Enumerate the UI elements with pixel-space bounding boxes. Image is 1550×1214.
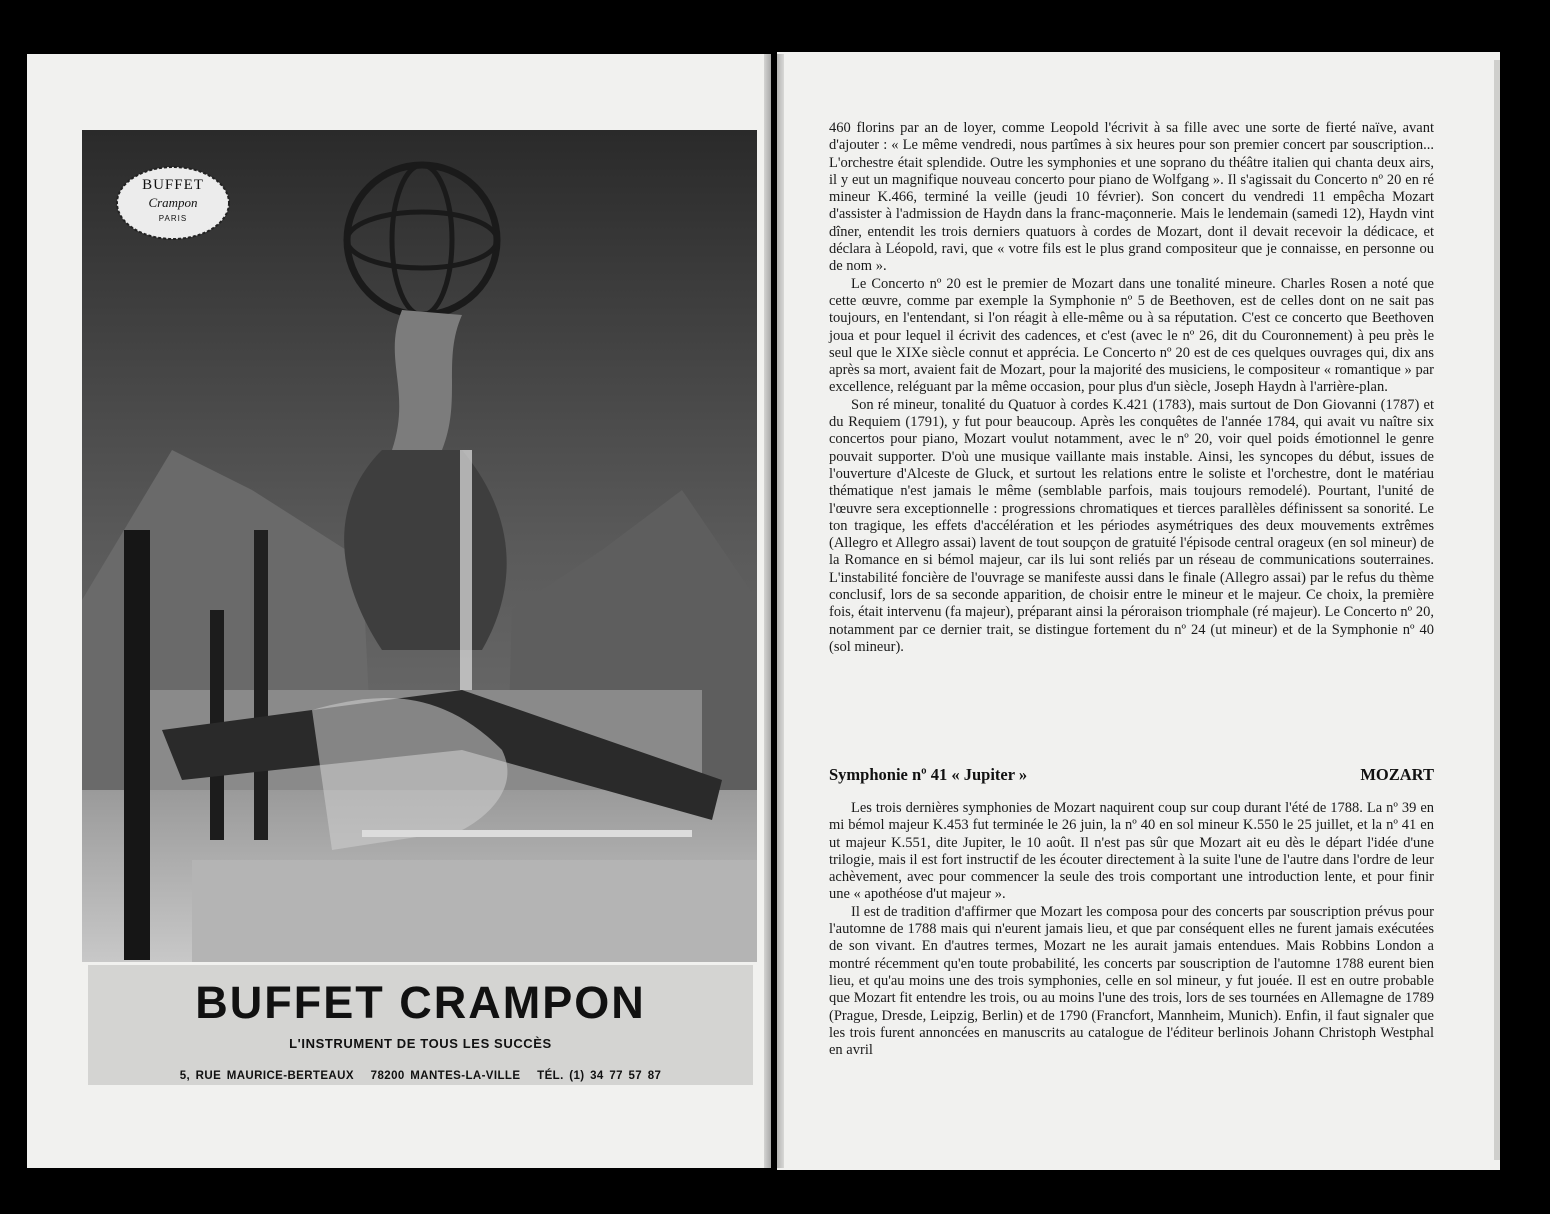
ad-address: 5, RUE MAURICE-BERTEAUX 78200 MANTES-LA-VILLE TÉL. (1) 34 77 57 87 [179,1070,662,1082]
section-heading [829,765,1434,787]
advertisement-photo [82,130,757,962]
logo-line-2: Crampon [148,195,198,210]
page-edge [1494,60,1500,1160]
ad-brand-name: BUFFET CRAMPON [195,977,646,1028]
article-body-top [829,120,1434,656]
logo-line-3: PARIS [158,214,188,223]
paragraph: Son ré mineur, tonalité du Quatuor à cordes K.421 (1783), mais surtout de Don Giovanni (1787) et du Requiem (1791), y fut pour beaucoup. Après les conquêtes de l'année 1784, qui avait vu naître six concertos pour piano, Mozart voulut notamment, avec le nº 20, voir quel poids émotionnel le genre pouvait supporter. D'où une musique vaillante mais instable. Ainsi, les syncopes du début, issues de l'ouverture d'Alceste de Gluck, et surtout les relations entre le soliste et l'orchestre, dont le matériau thématique n'est jamais le même (semblable parfois, mais toujours remodelé). Pourtant, l'unité de l'œuvre sera exceptionnelle : progressions chromatiques et tierces parallèles définissent sa sonorité. Le ton tragique, les effets d'accélération et les périodes asymétriques des deux mouvements extrêmes (Allegro et Allegro assai) lavent de tout soupçon de gratuité l'épisode central orageux (en sol mineur) de la Romance en si bémol majeur, car ils lui sont reliés par un réseau de communications souterraines. L'instabilité foncière de l'ouvrage se manifeste aussi dans le finale (Allegro assai) par le refus du thème conclusif, lors de sa seconde apparition, de choisir entre le mineur et le majeur. Ce choix, la première fois, était intervenu (fa majeur), préparant ainsi la péroraison triomphale (ré majeur). Le Concerto nº 20, notamment par ce dernier trait, se distingue fortement du nº 24 (ut mineur) et de la Symphonie nº 40 (sol mineur). [829,396,1434,655]
advertisement-banner [88,965,753,1085]
logo-line-1: BUFFET [142,177,204,193]
paragraph: Il est de tradition d'affirmer que Mozart les composa pour des concerts par souscription prévus pour l'automne de 1788 mais qui n'eurent jamais lieu, et que par conséquent elles ne furent jamais exécutées de son vivant. En d'autres termes, Mozart ne les aurait jamais entendues. Mais Robbins London a montré récemment qu'en toute probabilité, les concerts par souscription de l'automne 1788 eurent bien lieu, et qu'au moins une des trois symphonies, celle en sol mineur, y fut jouée. Il est en outre probable que Mozart fit entendre les trois, ou au moins l'une des trois, lors de ses tournées en Allemagne de 1789 (Prague, Dresde, Leipzig, Berlin) et de 1790 (Francfort, Mannheim, Munich). Enfin, il faut signaler que les trois furent annoncées en manuscrits au catalogue de l'éditeur berlinois Johann Christoph Westphal en avril [829,903,1434,1059]
buffet-crampon-logo [113,160,233,245]
section-title: Symphonie nº 41 « Jupiter » [829,765,1028,784]
section-composer: MOZART [1360,765,1434,784]
article-body-bottom [829,800,1434,1059]
book-gutter [764,54,784,1168]
paragraph: Les trois dernières symphonies de Mozart naquirent coup sur coup durant l'été de 1788. La nº 39 en mi bémol majeur K.453 fut terminée le 26 juin, la nº 40 en sol mineur K.550 le 25 juillet, et la nº 41 en ut majeur K.551, dite Jupiter, le 10 août. Il n'est pas sûr que Mozart ait eu dès le départ l'idée d'une trilogie, mais il est fort instructif de les écouter directement à la suite l'une de l'autre dans l'ordre de leur achèvement, avec pour commencer la seule des trois comportant une introduction lente, et pour finir une « apothéose d'ut majeur ». [829,800,1434,903]
ad-tagline: L'INSTRUMENT DE TOUS LES SUCCÈS [289,1036,552,1051]
paragraph: 460 florins par an de loyer, comme Leopold l'écrivit à sa fille avec une sorte de fierté naïve, avant d'ajouter : « Le même vendredi, nous partîmes à six heures pour son premier concert par souscription... L'orchestre était splendide. Outre les symphonies et une soprano du théâtre italien qui chanta deux airs, il y eut un magnifique nouveau concerto pour piano de Wolfgang ». Il s'agissait du Concerto nº 20 en ré mineur K.466, terminé la veille (jeudi 10 février). Son concert du vendredi 11 empêcha Mozart d'assister à l'admission de Haydn dans la franc-maçonnerie. Mais le lendemain (samedi 12), Haydn vint dîner, entendit les trois derniers quatuors à cordes de Mozart, dont il devait recevoir la dédicace, et déclara à Léopold, ravi, que « votre fils est le plus grand compositeur que je connaisse, en personne ou de nom ». [829,120,1434,275]
paragraph: Le Concerto nº 20 est le premier de Mozart dans une tonalité mineure. Charles Rosen a noté que cette œuvre, comme par exemple la Symphonie nº 5 de Beethoven, est de celles dont on ne sait pas toujours, en l'entendant, si l'on réagit à elle-même ou à sa réputation. C'est ce concerto que Beethoven joua et pour lequel il écrivit des cadences, et c'est (avec le nº 26, dit du Couronnement) à peu près le seul que le XIXe siècle connut et apprécia. Le Concerto nº 20 est de ces quelques ouvrages qui, dix ans après sa mort, avaient fait de Mozart, pour la majorité des musiciens, le compositeur « romantique » par excellence, reléguant par la même occasion, pour plus d'un siècle, Joseph Haydn à l'arrière-plan. [829,275,1434,396]
